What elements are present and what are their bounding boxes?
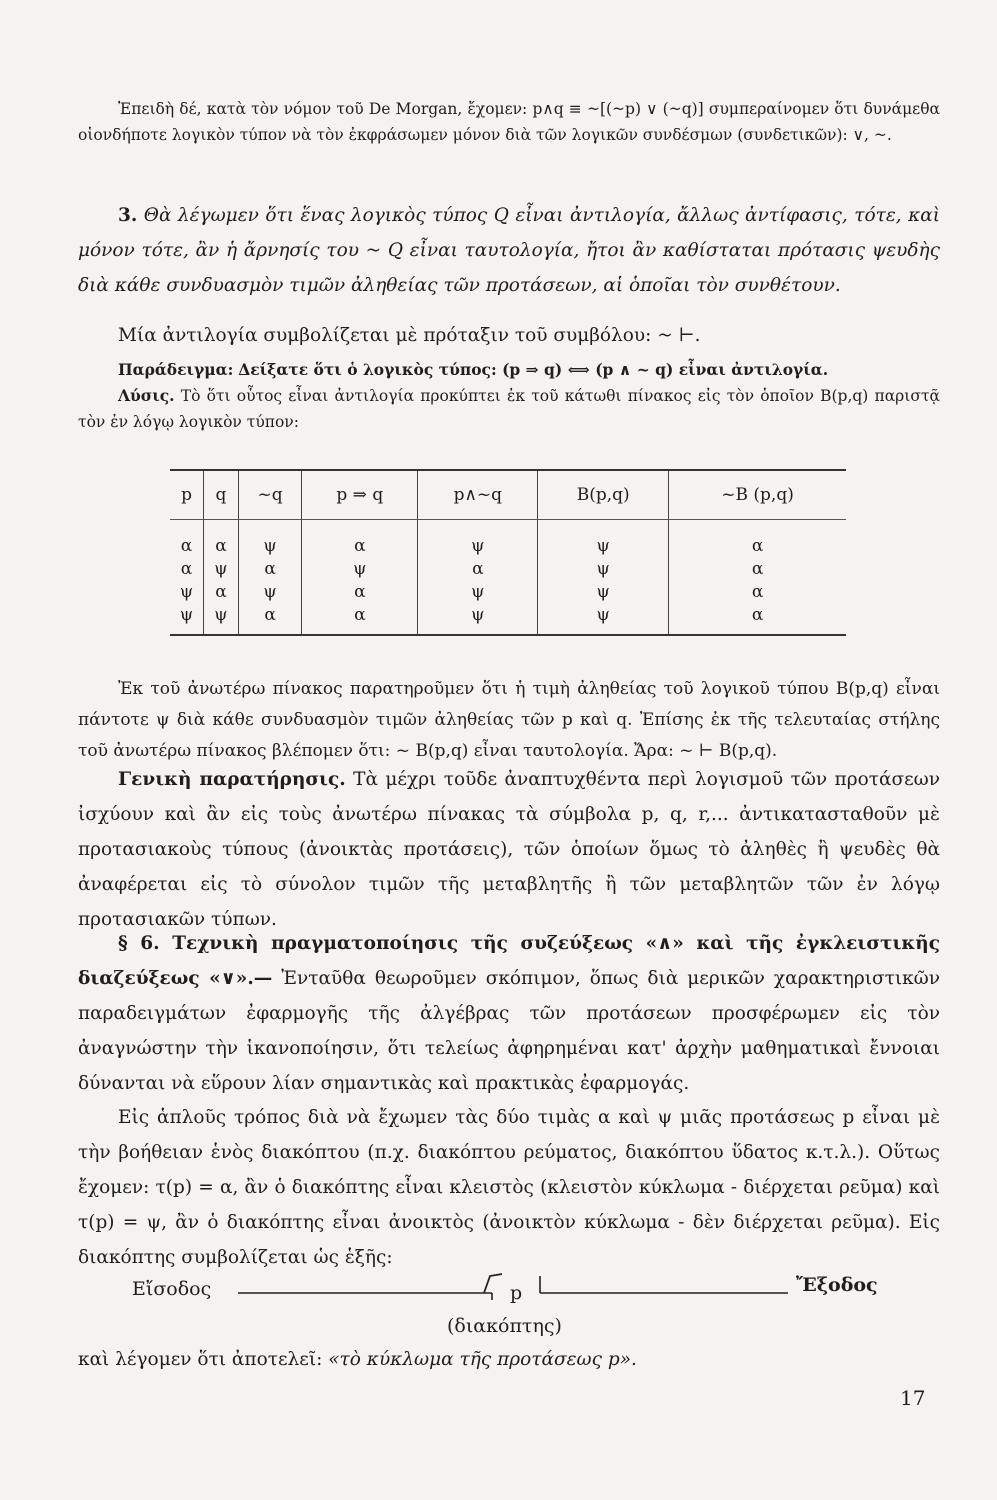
table-cell: α — [180, 535, 193, 556]
table-cell: ψ — [418, 580, 538, 603]
header-cell: p — [170, 470, 204, 520]
table-cell: ψ — [170, 603, 204, 635]
table-row — [170, 603, 846, 635]
section-6-heading: § 6. Τεχνικὴ πραγματοποίησις τῆς συζεύξεως «∧» καὶ τῆς ἐγκλειστικῆς διαζεύξεως «∨».— — [78, 933, 940, 989]
header-cell: p∧~q — [418, 470, 538, 520]
after-table-paragraph: Ἐκ τοῦ ἀνωτέρω πίνακος παρατηροῦμεν ὅτι ἡ τιμὴ ἀληθείας τοῦ λογικοῦ τύπου B(p,q) εἶναι πάντοτε ψ διὰ κάθε συνδυασμὸν τιμῶν ἀληθείας τῶν p καὶ q. Ἐπίσης ἐκ τῆς τελευταίας στήλης τοῦ ἀνωτέρω πίνακος βλέπομεν ὅτι: ~ B(p,q) εἶναι ταυτολογία. Ἄρα: ~ ⊢ B(p,q). — [78, 679, 940, 761]
table-cell: ψ — [302, 557, 418, 580]
table-cell: α — [238, 603, 301, 635]
switch-paragraph: Εἰς ἁπλοῦς τρόπος διὰ νὰ ἔχωμεν τὰς δύο τιμὰς α καὶ ψ μιᾶς προτάσεως p εἶναι μὲ τὴν βοήθειαν ἑνὸς διακόπτου (π.χ. διακόπτου ρεύματος, διακόπτου ὕδατος κ.τ.λ.). Οὕτως ἔχομεν: τ(p) = α, ἂν ὁ διακόπτης εἶναι κλειστὸς (κλειστὸν κύκλωμα - διέρχεται ρεῦμα) καὶ τ(p) = ψ, ἂν ὁ διακόπτης εἶναι ἀνοικτὸς (ἀνοικτὸν κύκλωμα - δὲν διέρχεται ρεῦμα). Εἰς διακόπτης συμβολίζεται ὡς ἑξῆς: — [78, 1107, 940, 1268]
symbol-line: Μία ἀντιλογία συμβολίζεται μὲ πρόταξιν τοῦ συμβόλου: ~ ⊢. — [118, 325, 701, 346]
closing-quote: «τὸ κύκλωμα τῆς προτάσεως p». — [328, 1349, 637, 1370]
table-cell: ψ — [418, 520, 538, 558]
example-label: Παράδειγμα: — [118, 360, 234, 379]
table-cell: α — [302, 520, 418, 558]
header-cell: q — [204, 470, 239, 520]
table-cell: α — [302, 603, 418, 635]
table-cell: ψ — [204, 603, 239, 635]
general-remark-label: Γενικὴ παρατήρησις. — [118, 769, 346, 790]
truth-table — [170, 469, 846, 636]
truth-table-header — [170, 470, 846, 520]
switch-caption: (διακόπτης) — [447, 1315, 562, 1337]
table-cell: ψ — [538, 520, 669, 558]
general-remark-paragraph — [78, 762, 940, 937]
definition-text: Θὰ λέγωμεν ὅτι ἕνας λογικὸς τύπος Q εἶναι ἀντιλογία, ἄλλως ἀντίφασις, τότε, καὶ μόνον τότε, ἂν ἡ ἄρνησίς του ~ Q εἶναι ταυτολογία, ἤτοι ἂν καθίσταται πρότασις ψευδὴς διὰ κάθε συνδυασμὸν τιμῶν ἀληθείας τῶν προτάσεων, αἱ ὁποῖαι τὸν συνθέτουν. — [78, 205, 940, 296]
header-cell: B(p,q) — [538, 470, 669, 520]
table-cell: ψ — [238, 520, 301, 558]
table-cell: α — [180, 558, 193, 579]
switch-label: p — [510, 1282, 523, 1304]
table-row — [170, 580, 846, 603]
table-cell: α — [669, 603, 846, 635]
switch-lever-icon — [484, 1274, 502, 1293]
header-cell: ~B (p,q) — [669, 470, 846, 520]
closing-line — [78, 1342, 940, 1377]
input-label: Εἴσοδος — [132, 1278, 212, 1300]
solution-label: Λύσις. — [118, 386, 175, 405]
table-cell: α — [238, 557, 301, 580]
example-text: Δείξατε ὅτι ὁ λογικὸς τύπος: (p ⇒ q) ⟺ (p ∧ ~ q) εἶναι ἀντιλογία. — [238, 360, 829, 379]
table-cell: ψ — [179, 581, 194, 602]
table-cell: ψ — [418, 603, 538, 635]
table-cell: α — [204, 520, 239, 558]
table-cell: ψ — [538, 580, 669, 603]
solution-paragraph — [78, 383, 940, 435]
table-cell: α — [418, 557, 538, 580]
solution-text: Τὸ ὅτι οὗτος εἶναι ἀντιλογία προκύπτει ἐκ τοῦ κάτωθι πίνακος εἰς τὸν ὁποῖον B(p,q) παριστᾷ τὸν ἐν λόγῳ λογικὸν τύπον: — [78, 387, 940, 431]
table-cell: α — [669, 580, 846, 603]
header-cell: ~q — [238, 470, 301, 520]
definition-paragraph — [78, 198, 940, 303]
definition-number: 3. — [118, 205, 138, 226]
general-remark-text: Τὰ μέχρι τοῦδε ἀναπτυχθέντα περὶ λογισμοῦ τῶν προτάσεων ἰσχύουν καὶ ἂν εἰς τοὺς ἀνωτέρω πίνακας τὰ σύμβολα p, q, r,... ἀντικατασταθοῦν μὲ προτασιακοὺς τύπους (ἀνοικτὰς προτάσεις), τῶν ὁποίων ὅμως τὸ ἀληθὲς ἢ ψευδὲς θὰ ἀναφέρεται εἰς τὸ σύνολον τιμῶν τῆς μεταβλητῆς ἢ τῶν μεταβλητῶν τῶν ἐν λόγῳ προτασιακῶν τύπων. — [78, 769, 941, 930]
table-cell: ψ — [204, 557, 239, 580]
table-cell: α — [204, 580, 239, 603]
table-cell: α — [669, 520, 846, 558]
table-row — [170, 557, 846, 580]
table-cell: ψ — [238, 580, 301, 603]
section-6-paragraph — [78, 926, 940, 1101]
table-cell: α — [302, 580, 418, 603]
table-cell: ψ — [538, 557, 669, 580]
table-row — [170, 520, 846, 558]
table-cell: ψ — [538, 603, 669, 635]
example-line — [78, 357, 940, 383]
table-cell: α — [669, 557, 846, 580]
header-cell: p ⇒ q — [302, 470, 418, 520]
closing-prefix: καὶ λέγομεν ὅτι ἀποτελεῖ: — [78, 1349, 323, 1370]
output-label: Ἔξοδος — [796, 1274, 878, 1296]
demorgan-paragraph: Ἐπειδὴ δέ, κατὰ τὸν νόμον τοῦ De Morgan, ἔχομεν: p∧q ≡ ~[(~p) ∨ (~q)] συμπεραίνομεν ὅτι δυνάμεθα οἱονδήποτε λογικὸν τύπον νὰ τὸν ἐκφράσωμεν μόνον διὰ τῶν λογικῶν συνδέσμων (συνδετικῶν): ∨, ~. — [78, 100, 940, 144]
page-number: 17 — [900, 1386, 926, 1410]
section-6-text: Ἐνταῦθα θεωροῦμεν σκόπιμον, ὅπως διὰ μερικῶν χαρακτηριστικῶν παραδειγμάτων ἐφαρμογῆς τῆς ἀλγέβρας τῶν προτάσεων προσφέρωμεν εἰς τὸν ἀναγνώστην τὴν ἱκανοποίησιν, ὅτι τελείως ἀφηρημέναι κατ' ἀρχὴν μαθηματικαὶ ἔννοιαι δύνανται νὰ εὕρουν λίαν σημαντικὰς καὶ πρακτικὰς ἐφαρμογάς. — [78, 968, 940, 1094]
